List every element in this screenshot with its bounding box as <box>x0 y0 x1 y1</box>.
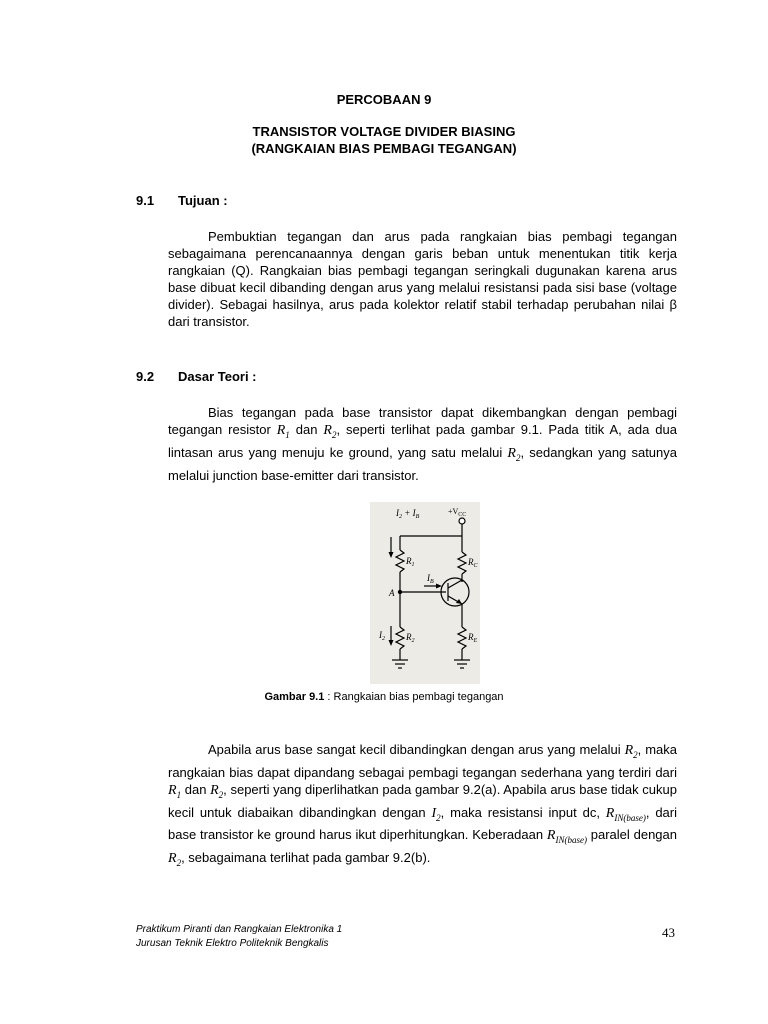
title-line-2: (RANGKAIAN BIAS PEMBAGI TEGANGAN) <box>251 141 517 156</box>
label-rc: $R_C$ <box>468 557 478 569</box>
symbol-rin-base: $R_{IN(base)}$ <box>546 828 587 846</box>
paragraph-theory-2 <box>168 741 677 872</box>
symbol-i2: $I_2$ <box>431 805 441 823</box>
footer-course: Praktikum Piranti dan Rangkaian Elektronika 1 <box>136 924 343 935</box>
text-run: Apabila arus base sangat kecil dibandingkan dengan arus yang melalui <box>208 742 625 757</box>
section-heading-dasar-teori <box>136 369 257 384</box>
caption-label: Gambar 9.1 <box>264 691 325 703</box>
page-number: 43 <box>662 925 675 940</box>
text-run: , dari base transistor ke ground harus ikut diperhitungkan. Keberadaan <box>168 804 678 843</box>
symbol-r1: $R_1$ <box>168 782 182 800</box>
text-run: dan <box>289 422 324 437</box>
paragraph-tujuan <box>168 228 677 330</box>
page-footer <box>136 923 342 951</box>
symbol-r2: $R_2$ <box>624 743 638 760</box>
label-ib: $I_B$ <box>427 573 434 585</box>
text-run: Bias tegangan pada base transistor dapat dikembangkan dengan pembagi tegangan resistor <box>168 405 677 437</box>
section-number: 9.1 <box>136 193 155 208</box>
text-run: paralel dengan <box>586 827 677 843</box>
section-number: 9.2 <box>136 369 155 384</box>
text-run: dan <box>181 781 211 797</box>
circuit-diagram <box>370 502 480 684</box>
text-run: , sebagaimana terlihat pada gambar 9.2(b). <box>181 850 431 866</box>
symbol-r2: $R_2$ <box>323 423 337 440</box>
section-title: Tujuan : <box>178 193 228 208</box>
caption-text: : Rangkaian bias pembagi tegangan <box>324 691 504 703</box>
symbol-r2: $R_2$ <box>507 445 521 463</box>
title-line-1: TRANSISTOR VOLTAGE DIVIDER BIASING <box>252 124 516 139</box>
figure-caption <box>0 691 768 703</box>
text-run: , seperti terlihat pada gambar 9.1. Pada titik A, ada dua lintasan arus yang menuju ke ground, yang satu melalui <box>168 422 677 460</box>
label-re: $R_E$ <box>468 632 478 644</box>
label-r2: $R_2$ <box>406 632 415 644</box>
symbol-rin-base: $R_{IN(base)}$ <box>605 805 646 823</box>
paragraph-theory-1 <box>168 404 677 484</box>
text-run: , seperti yang diperlihatkan pada gambar 9.2(a). Apabila arus base tidak cukup kecil untuk diabaikan dibandingkan dengan <box>168 781 677 820</box>
label-vcc: $+V_{CC}$ <box>448 507 467 518</box>
text-run: , maka rangkaian bias dapat dipandang sebagai pembagi tegangan sederhana yang terdiri dari <box>168 742 677 780</box>
label-i2: $I_2$ <box>379 630 385 642</box>
text-run: , sedangkan yang satunya melalui junction base-emitter dari transistor. <box>168 444 678 483</box>
symbol-r2: $R_2$ <box>168 851 182 868</box>
section-heading-tujuan <box>136 193 228 208</box>
symbol-r2: $R_2$ <box>210 782 224 800</box>
label-node-a: A <box>389 588 395 598</box>
experiment-number: PERCOBAAN 9 <box>336 92 432 107</box>
text-run: , maka resistansi input dc, <box>440 804 606 820</box>
footer-department: Jurusan Teknik Elektro Politeknik Bengkalis <box>136 938 329 949</box>
symbol-r1: $R_1$ <box>276 423 290 440</box>
figure-circuit <box>370 502 480 684</box>
paragraph-text: Pembuktian tegangan dan arus pada rangkaian bias pembagi tegangan sebagaimana perencanaannya dengan garis beban untuk menentukan titik kerja rangkaian (Q). Rangkaian bias pembagi tegangan seringkali dugunakan karena arus base dibuat kecil dibanding dengan arus yang melalui resistansi pada sisi base (voltage divider). Sebagai hasilnya, arus pada kolektor relatif stabil terhadap perubahan nilai β dari transistor. <box>168 229 677 329</box>
label-i2-plus-ib: $I_2 + I_B$ <box>396 508 420 520</box>
section-title: Dasar Teori : <box>178 369 257 384</box>
label-r1: $R_1$ <box>406 556 415 568</box>
